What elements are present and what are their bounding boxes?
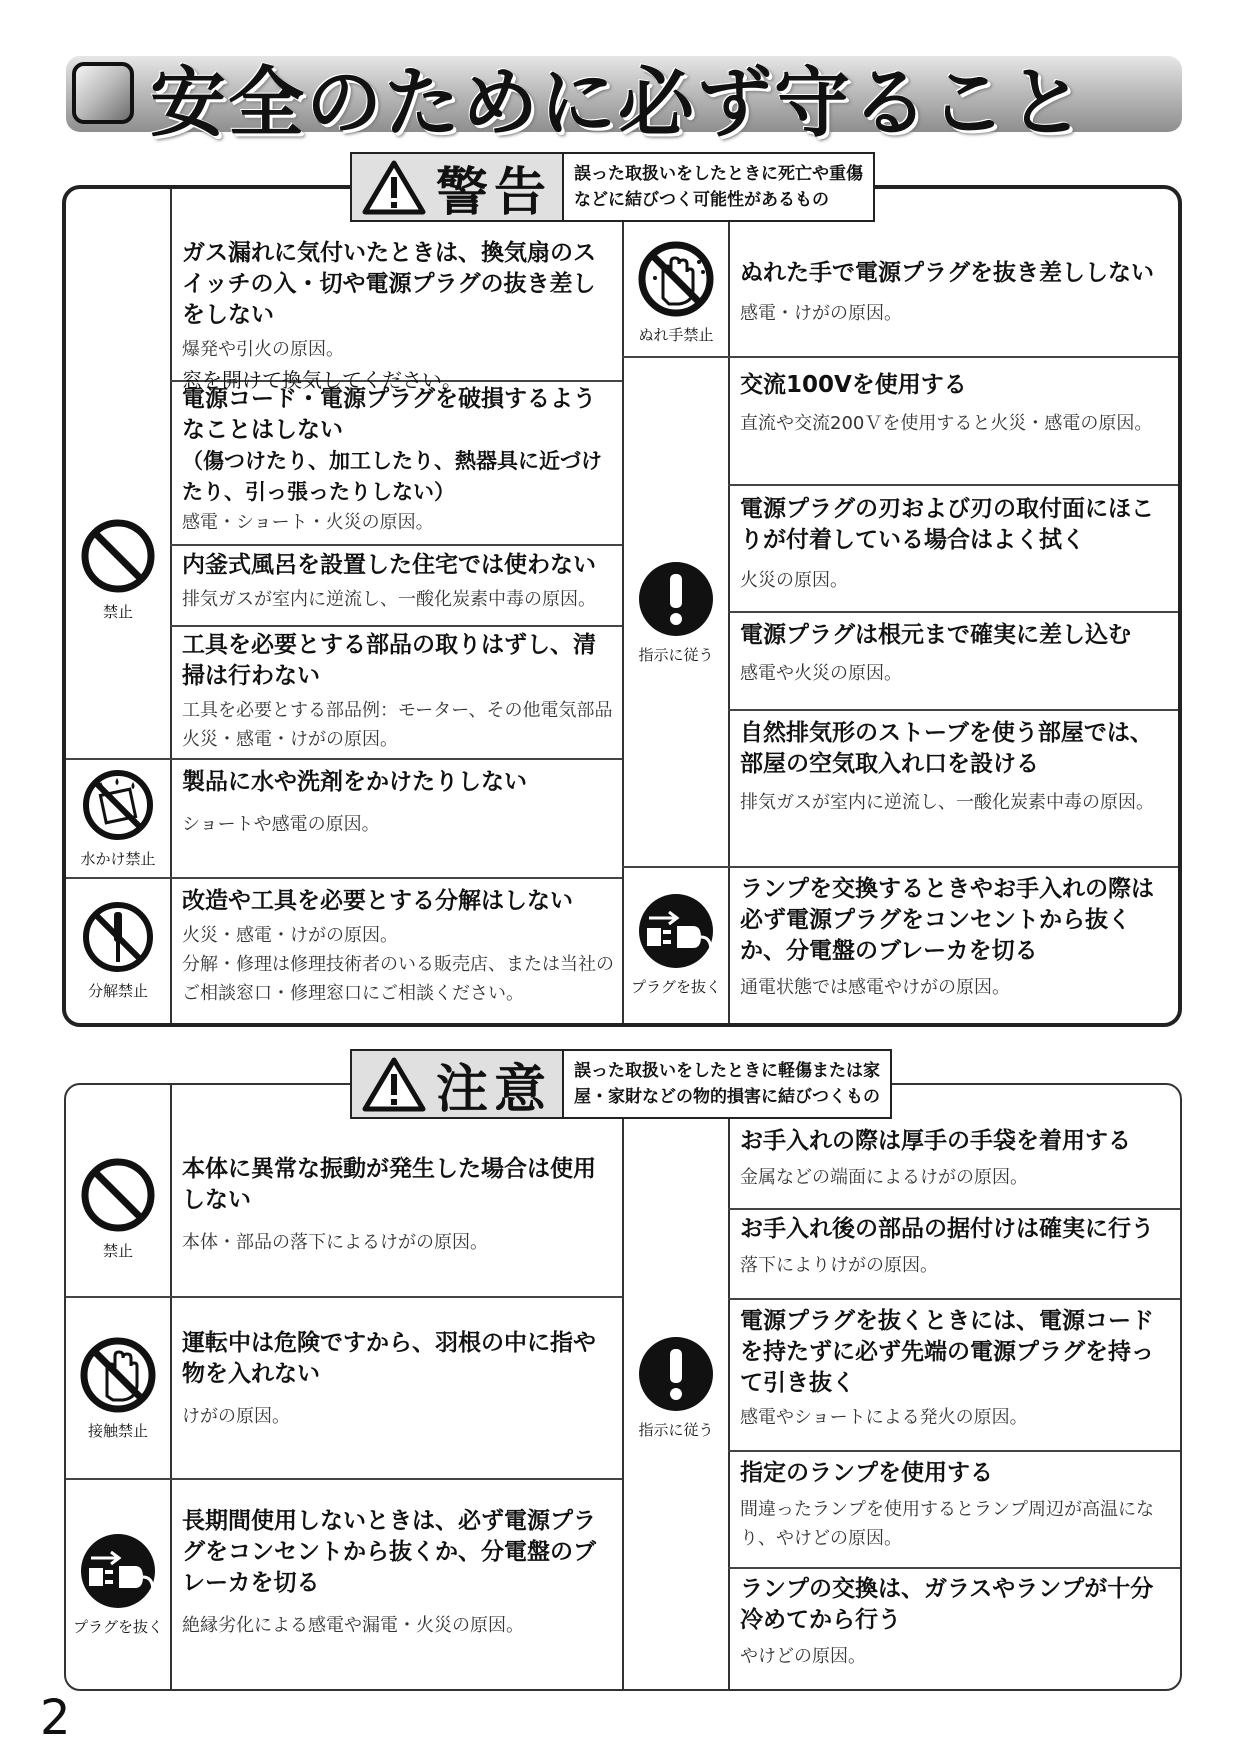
warning-item-cause: 工具を必要とする部品例：モーター、その他電気部品: [182, 700, 613, 721]
divider: [728, 1450, 1180, 1452]
prohibit-icon-cell: [66, 380, 170, 758]
warning-item-cause: 直流や交流200Ｖを使用すると火災・感電の原因。: [740, 413, 1153, 434]
divider: [728, 1208, 1180, 1210]
warning-item-cause: 感電・ショート・火災の原因。: [182, 512, 434, 533]
warning-title: 警告: [436, 162, 553, 223]
warning-item-heading: 交流100Vを使用する: [740, 372, 967, 398]
warning-item-heading: 製品に水や洗剤をかけたりしない: [182, 769, 527, 795]
caution-desc-1: 誤った取扱いをしたときに軽傷または家: [574, 1061, 881, 1081]
caution-unplug-icon-cell: [66, 1480, 170, 1689]
no-water-icon-cell: [62, 760, 174, 877]
unplug-icon: [79, 1532, 157, 1610]
caution-item-cause: 金属などの端面によるけがの原因。: [740, 1167, 1028, 1188]
warning-item-3: [182, 550, 618, 614]
caution-item-heading: 指定のランプを使用する: [740, 1460, 993, 1486]
warning-item-cause: 感電・けがの原因。: [740, 303, 902, 324]
warning-item-cause: 排気ガスが室内に逆流し、一酸化炭素中毒の原因。: [182, 589, 596, 610]
divider: [728, 1567, 1180, 1569]
no-wet-hands-icon: [637, 240, 715, 318]
title-square-icon: [72, 62, 134, 124]
divider: [728, 611, 1178, 613]
caution-item-1: [182, 1154, 618, 1257]
warning-right-item-2: [740, 370, 1174, 438]
caution-right-item-1: [740, 1126, 1176, 1192]
unplug-icon: [637, 892, 715, 970]
unplug-icon-cell: [624, 868, 728, 1021]
prohibit-icon: [79, 517, 157, 595]
follow-label: 指示に従う: [638, 645, 714, 664]
warning-item-heading: 内釜式風呂を設置した住宅では使わない: [182, 552, 596, 578]
divider: [170, 1085, 172, 1689]
caution-item-cause: けがの原因。: [182, 1406, 290, 1427]
warning-item-heading: 改造や工具を必要とする分解はしない: [182, 888, 573, 914]
caution-right-item-3: [740, 1306, 1176, 1432]
warning-item-cause: 感電や火災の原因。: [740, 663, 902, 684]
caution-item-cause: 落下によりけがの原因。: [740, 1255, 938, 1276]
caution-prohibit-icon-cell: [66, 1120, 170, 1296]
no-disassembly-icon: [81, 900, 155, 974]
warning-item-heading: 自然排気形のストーブを使う部屋では、部屋の空気取入れ口を設ける: [740, 720, 1153, 777]
warning-item-cause: 火災・感電・けがの原因。: [182, 729, 398, 750]
unplug-label: プラグを抜く: [630, 978, 721, 996]
caution-right-item-2: [740, 1214, 1176, 1280]
warning-item-5: [182, 767, 618, 839]
follow-icon-cell: [624, 358, 728, 866]
warning-right-item-3: [740, 494, 1174, 595]
caution-desc-2: 屋・家財などの物的損害に結びつくもの: [574, 1087, 881, 1107]
prohibit-icon: [79, 1156, 157, 1234]
page-number: 2: [40, 1690, 71, 1746]
no-touch-icon: [79, 1336, 157, 1414]
warning-item-heading: 電源コード・電源プラグを破損するようなことはしない: [182, 386, 596, 443]
caution-follow-icon-cell: [624, 1085, 728, 1689]
divider: [728, 709, 1178, 711]
warning-right-item-4: [740, 620, 1174, 688]
warning-item-cause: 爆発や引火の原因。: [182, 339, 344, 360]
warning-right-item-6: [740, 874, 1174, 1002]
caution-title: 注意: [436, 1059, 553, 1120]
caution-header: [350, 1049, 892, 1119]
warning-item-heading: 電源プラグの刃および刃の取付面にほこりが付着している場合はよく拭く: [740, 496, 1154, 553]
warning-item-cause: 排気ガスが室内に逆流し、一酸化炭素中毒の原因。: [740, 792, 1154, 813]
caution-item-heading: お手入れ後の部品の据付けは確実に行う: [740, 1216, 1154, 1242]
no-water-label: 水かけ禁止: [80, 850, 156, 868]
divider: [728, 484, 1178, 486]
warning-item-cause: 通電状態では感電やけがの原因。: [740, 977, 1010, 998]
caution-item-heading: ランプの交換は、ガラスやランプが十分冷めてから行う: [740, 1576, 1154, 1633]
caution-right-item-5: [740, 1574, 1176, 1671]
warning-item-1: [182, 238, 618, 395]
warning-item-heading: ガス漏れに気付いたときは、換気扇のスイッチの入・切や電源プラグの抜き差しをしない: [182, 240, 596, 328]
follow-label: 指示に従う: [638, 1420, 714, 1439]
divider: [728, 189, 730, 1023]
no-wet-hands-icon-cell: [624, 228, 728, 356]
warning-desc-1: 誤った取扱いをしたときに死亡や重傷: [574, 164, 864, 184]
no-water-icon: [81, 768, 155, 842]
warning-item-note: 窓を開けて換気してください。: [182, 368, 462, 392]
warning-desc-2: などに結びつく可能性があるもの: [574, 190, 830, 210]
caution-item-cause: 本体・部品の落下によるけがの原因。: [182, 1232, 488, 1253]
warning-item-4: [182, 630, 618, 754]
caution-item-heading: 長期間使用しないときは、必ず電源プラグをコンセントから抜くか、分電盤のブレーカを切る: [182, 1508, 596, 1596]
warning-right-item-1: [740, 258, 1174, 328]
warning-item-heading: ぬれた手で電源プラグを抜き差ししない: [740, 260, 1154, 286]
warning-item-cause: 火災・感電・けがの原因。: [182, 925, 398, 946]
no-touch-label: 接触禁止: [87, 1421, 148, 1440]
no-wet-hands-label: ぬれ手禁止: [638, 325, 714, 344]
no-disassembly-icon-cell: [62, 879, 174, 1021]
page-title: 安全のために必ず守ること: [150, 58, 1086, 147]
prohibit-label: 禁止: [102, 1241, 133, 1260]
warning-triangle-icon: [362, 159, 426, 215]
follow-instruction-icon: [637, 1335, 715, 1413]
warning-item-heading: 電源プラグは根元まで確実に差し込む: [740, 622, 1131, 648]
divider: [728, 1085, 730, 1689]
follow-instruction-icon: [637, 560, 715, 638]
warning-item-heading: 工具を必要とする部品の取りはずし、清掃は行わない: [182, 632, 596, 689]
divider: [170, 625, 622, 627]
caution-item-3: [182, 1506, 618, 1640]
caution-item-cause: 間違ったランプを使用するとランプ周辺が高温になり、やけどの原因。: [740, 1499, 1154, 1549]
unplug-label: プラグを抜く: [72, 1618, 163, 1636]
caution-item-cause: やけどの原因。: [740, 1646, 866, 1667]
caution-item-heading: お手入れの際は厚手の手袋を着用する: [740, 1128, 1131, 1154]
warning-right-item-5: [740, 718, 1174, 817]
warning-item-cause: ショートや感電の原因。: [182, 814, 380, 835]
divider: [170, 544, 622, 546]
warning-item-cause: 火災の原因。: [740, 570, 848, 591]
caution-item-cause: 絶縁劣化による感電や漏電・火災の原因。: [182, 1615, 524, 1636]
warning-item-6: [182, 886, 618, 1008]
warning-header: [350, 152, 875, 222]
prohibit-label: 禁止: [102, 602, 133, 621]
caution-item-2: [182, 1328, 618, 1431]
warning-item-heading: ランプを交換するときやお手入れの際は必ず電源プラグをコンセントから抜くか、分電盤のブレーカを切る: [740, 876, 1154, 964]
no-disassembly-label: 分解禁止: [87, 981, 148, 1000]
warning-item-subheading: （傷つけたり、加工したり、熱器具に近づけたり、引っ張ったりしない）: [182, 449, 602, 504]
caution-triangle-icon: [362, 1056, 426, 1112]
caution-item-heading: 本体に異常な振動が発生した場合は使用しない: [182, 1156, 596, 1213]
warning-item-cause: 分解・修理は修理技術者のいる販売店、または当社のご相談窓口・修理窓口にご相談ください。: [182, 954, 614, 1004]
divider: [728, 1298, 1180, 1300]
caution-item-heading: 電源プラグを抜くときには、電源コードを持たずに必ず先端の電源プラグを持って引き抜く: [740, 1308, 1154, 1396]
caution-item-heading: 運転中は危険ですから、羽根の中に指や物を入れない: [182, 1330, 596, 1387]
caution-right-item-4: [740, 1458, 1176, 1553]
warning-item-2: [182, 384, 618, 537]
caution-item-cause: 感電やショートによる発火の原因。: [740, 1407, 1028, 1428]
no-touch-icon-cell: [66, 1298, 170, 1478]
